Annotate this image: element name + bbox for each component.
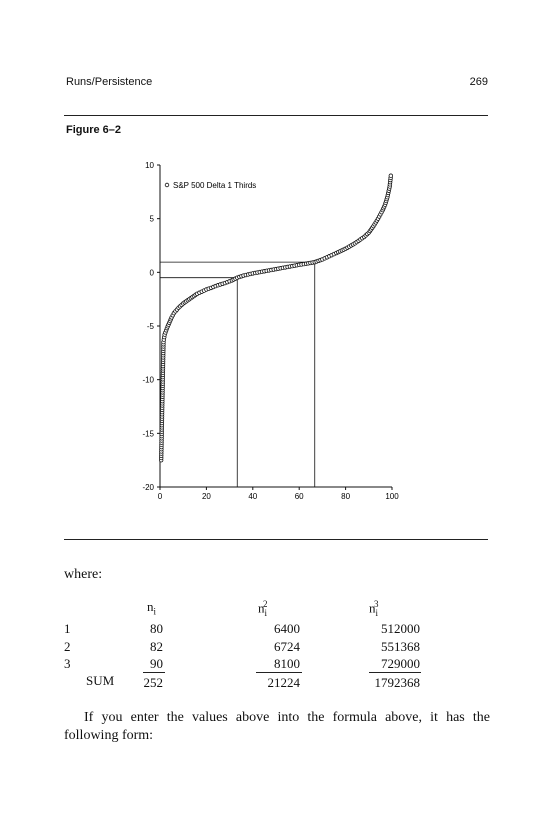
row-label: 2 (64, 639, 71, 654)
x-tick-label: 100 (385, 492, 399, 501)
sum-underline (369, 672, 421, 673)
col-header-ni3: $n_i^3$ (369, 599, 379, 618)
legend-label: S&P 500 Delta 1 Thirds (173, 181, 257, 190)
col-header-ni2: $n_i^2$ (258, 599, 268, 618)
table-cell: 82 (150, 639, 163, 654)
sum-label: SUM (86, 673, 115, 688)
table-cell: 8100 (274, 656, 300, 671)
bottom-rule (64, 539, 488, 540)
body-paragraph: If you enter the values above into the formula above, it has the following form: (64, 710, 490, 743)
table-cell: 6400 (274, 621, 300, 636)
table-cell: 512000 (381, 621, 420, 636)
y-tick-label: -5 (146, 322, 154, 331)
col-header-ni: $n_i$ (147, 599, 157, 617)
x-tick-label: 0 (157, 492, 163, 501)
data-point (389, 174, 393, 178)
reference-lines (160, 262, 315, 487)
chart-axes (142, 161, 399, 501)
row-label: 1 (64, 621, 71, 636)
where-label: where: (64, 567, 103, 582)
figure-label: Figure 6–2 (66, 124, 122, 136)
y-tick-label: -10 (142, 375, 154, 385)
table-cell: 551368 (381, 639, 420, 654)
running-title: Runs/Persistence (66, 76, 153, 88)
table-cell: 729000 (381, 656, 420, 671)
table-cell: 80 (150, 621, 163, 636)
sum-cell: 1792368 (374, 675, 420, 690)
y-tick-label: 10 (145, 161, 154, 170)
series-line (161, 176, 391, 460)
y-tick-label: 0 (149, 268, 154, 278)
x-tick-label: 40 (248, 492, 258, 501)
y-tick-label: -20 (142, 483, 154, 492)
x-tick-label: 20 (201, 492, 211, 501)
sum-underline (143, 672, 165, 673)
x-tick-label: 60 (294, 492, 304, 501)
y-tick-label: -15 (142, 429, 154, 439)
sum-cell: 21224 (267, 675, 300, 690)
chart-legend (165, 181, 256, 190)
sum-underline (256, 672, 302, 673)
page-number: 269 (469, 76, 488, 88)
table-cell: 90 (150, 656, 163, 671)
row-label: 3 (64, 656, 71, 671)
data-series (159, 174, 392, 462)
x-tick-label: 80 (341, 492, 351, 501)
legend-marker (165, 183, 169, 187)
table-cell: 6724 (274, 639, 300, 654)
y-tick-label: 5 (149, 214, 154, 224)
sum-cell: 252 (143, 675, 163, 690)
